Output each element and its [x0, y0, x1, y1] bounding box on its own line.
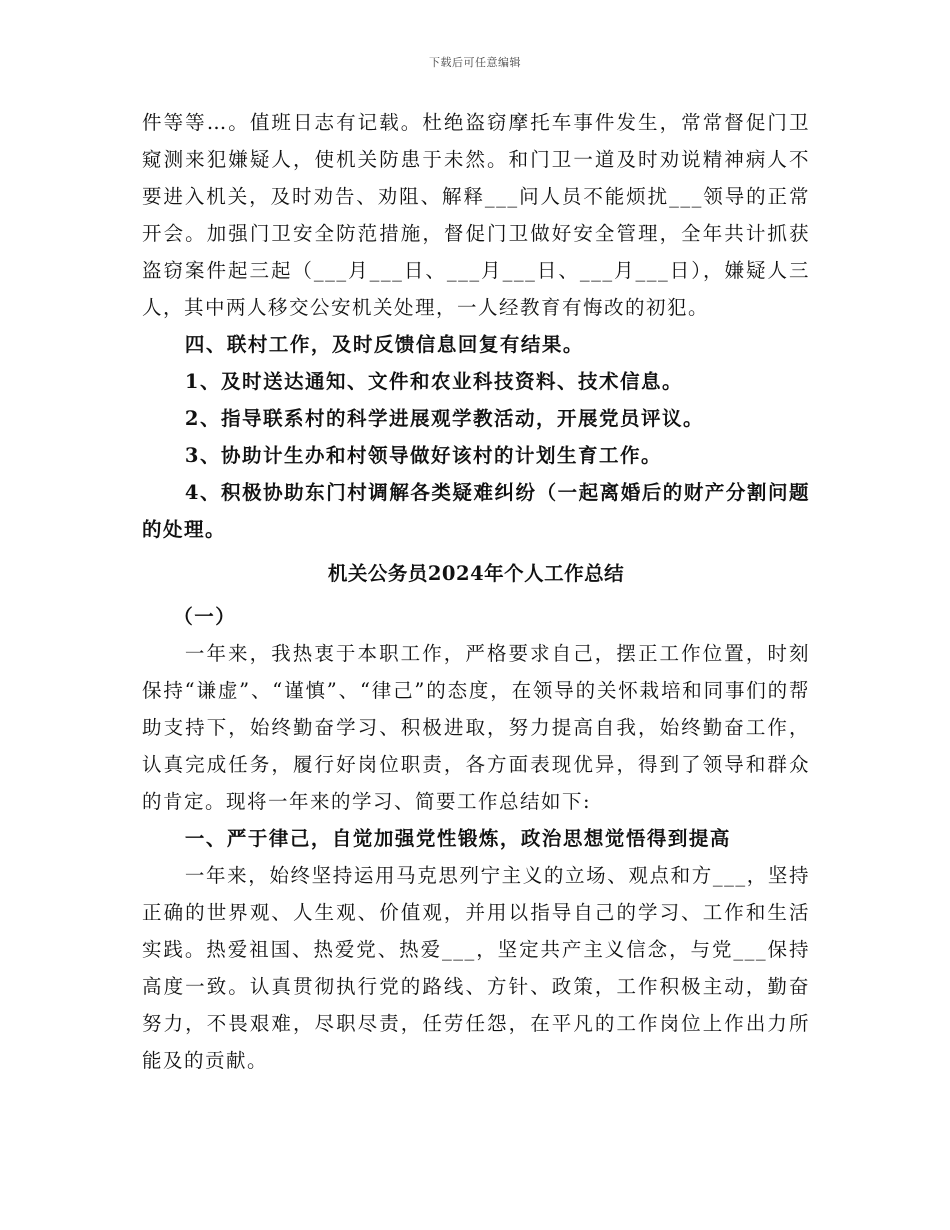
header-watermark: 下载后可任意编辑 — [429, 56, 521, 69]
list-item-4: 4、积极协助东门村调解各类疑难纠纷（一起离婚后的财产分割问题的处理。 — [142, 481, 810, 541]
list-item-2: 2、指导联系村的科学进展观学教活动，开展党员评议。 — [184, 407, 704, 430]
list-item-1: 1、及时送达通知、文件和农业科技资料、技术信息。 — [184, 370, 683, 393]
list-item-3: 3、协助计生办和村领导做好该村的计划生育工作。 — [184, 444, 662, 467]
section-heading-village-work: 四、联村工作，及时反馈信息回复有结果。 — [184, 333, 584, 356]
section-heading-discipline: 一、严于律己，自觉加强党性锻炼，政治思想觉悟得到提高 — [184, 827, 731, 850]
paragraph-intro: 一年来，我热衷于本职工作，严格要求自己，摆正工作位置，时刻保持“谦虚”、“谨慎”、“律己”的态度，在领导的关怀栽培和同事们的帮助支持下，始终勤奋学习、积极进取，努力提高自我，始终勤奋工作，认真完成任务，履行好岗位职责，各方面表现优异，得到了领导和群众的肯定。现将一年来的学习、简要工作总结如下: — [142, 642, 810, 813]
paragraph-security-duty: 件等等…。值班日志有记载。杜绝盗窃摩托车事件发生，常常督促门卫窥测来犯嫌疑人，使机关防患于未然。和门卫一道及时劝说精神病人不要进入机关，及时劝告、劝阻、解释___问人员不能烦扰___领导的正常开会。加强门卫安全防范措施，督促门卫做好安全管理，全年共计抓获盗窃案件起三起（___月___日、___月___日、___月___日），嫌疑人三人，其中两人移交公安机关处理，一人经教育有悔改的初犯。 — [142, 111, 810, 319]
paragraph-political: 一年来，始终坚持运用马克思列宁主义的立场、观点和方___，坚持正确的世界观、人生观、价值观，并用以指导自己的学习、工作和生活实践。热爱祖国、热爱党、热爱___，坚定共产主义信念，与党___保持高度一致。认真贯彻执行党的路线、方针、政策，工作积极主动，勤奋努力，不畏艰难，尽职尽责，任劳任怨，在平凡的工作岗位上作出力所能及的贡献。 — [142, 864, 810, 1072]
part-label: （一） — [173, 605, 237, 628]
document-title: 机关公务员2024年个人工作总结 — [327, 562, 625, 585]
document-body — [142, 104, 810, 1079]
